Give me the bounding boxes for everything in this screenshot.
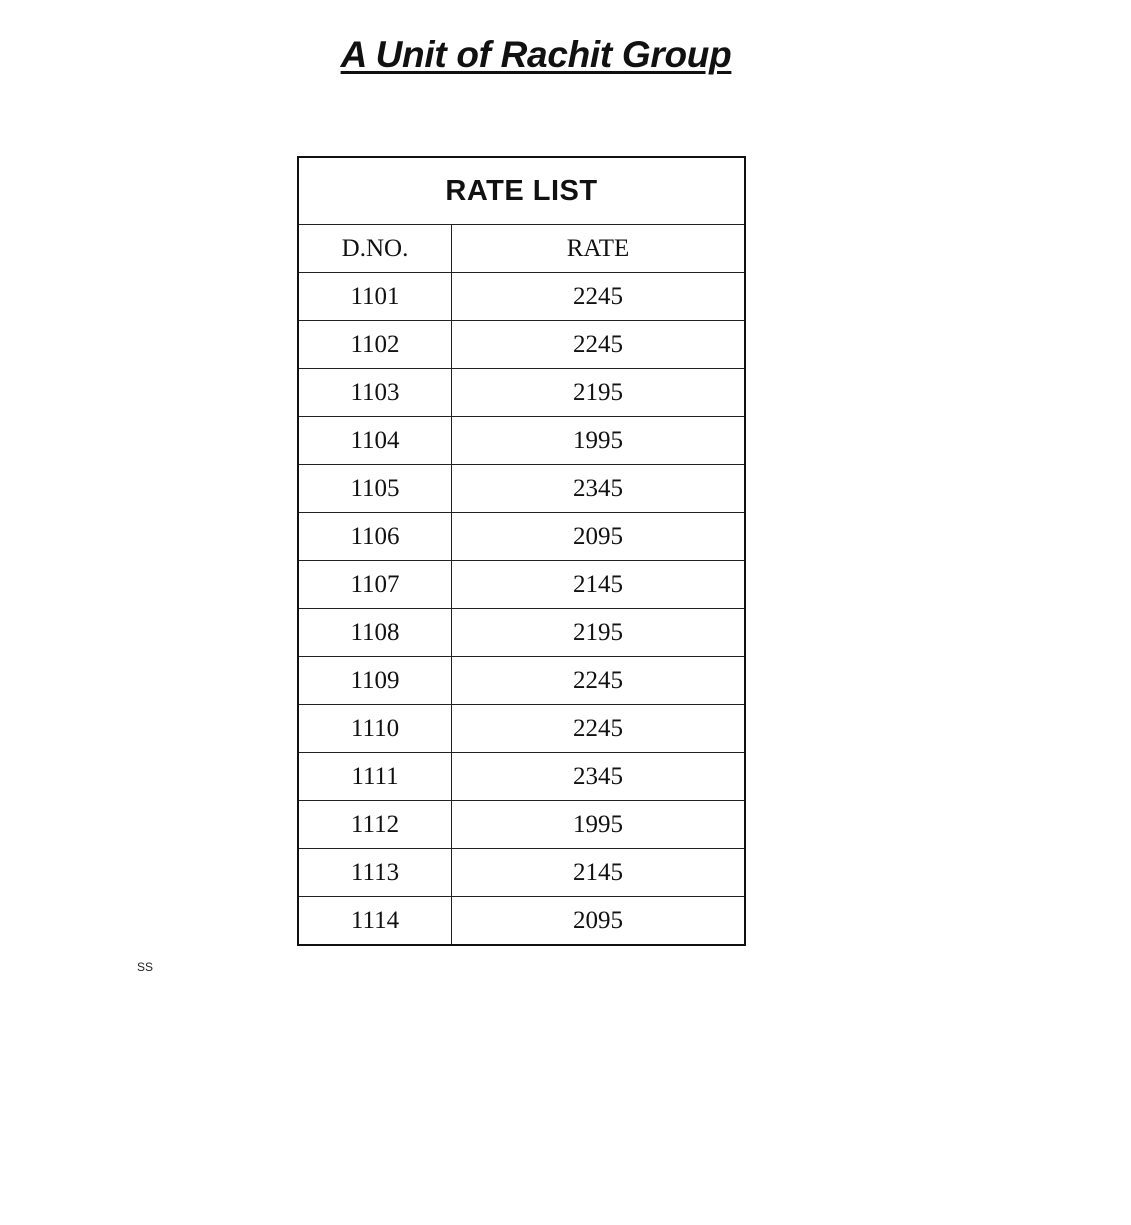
table-row (298, 657, 745, 705)
table-header-row (298, 225, 745, 273)
rate-cell: 2345 (452, 753, 746, 801)
dno-cell: 1106 (298, 513, 452, 561)
rate-cell: 2245 (452, 657, 746, 705)
dno-cell: 1105 (298, 465, 452, 513)
dno-cell: 1110 (298, 705, 452, 753)
footer-mark: SS (137, 960, 154, 974)
rate-cell: 2245 (452, 321, 746, 369)
table-row (298, 561, 745, 609)
dno-cell: 1114 (298, 897, 452, 946)
dno-cell: 1109 (298, 657, 452, 705)
rate-cell: 2245 (452, 705, 746, 753)
rate-cell: 2145 (452, 561, 746, 609)
rate-cell: 2195 (452, 609, 746, 657)
table-row (298, 897, 745, 946)
table-row (298, 705, 745, 753)
rate-cell: 2145 (452, 849, 746, 897)
rate-cell: 1995 (452, 801, 746, 849)
rate-cell: 2095 (452, 513, 746, 561)
dno-cell: 1104 (298, 417, 452, 465)
table-title-row (298, 157, 745, 225)
rate-cell: 1995 (452, 417, 746, 465)
table-row (298, 273, 745, 321)
rate-cell: 2245 (452, 273, 746, 321)
table-row (298, 465, 745, 513)
table-row (298, 849, 745, 897)
rate-cell: 2345 (452, 465, 746, 513)
dno-cell: 1112 (298, 801, 452, 849)
dno-cell: 1101 (298, 273, 452, 321)
dno-cell: 1103 (298, 369, 452, 417)
rate-cell: 2195 (452, 369, 746, 417)
table-row (298, 753, 745, 801)
table-row (298, 609, 745, 657)
dno-cell: 1102 (298, 321, 452, 369)
dno-cell: 1111 (298, 753, 452, 801)
column-header-rate: RATE (452, 225, 746, 273)
table-row (298, 321, 745, 369)
table-row (298, 801, 745, 849)
rate-list-table (297, 156, 746, 946)
table-row (298, 369, 745, 417)
dno-cell: 1113 (298, 849, 452, 897)
rate-cell: 2095 (452, 897, 746, 946)
table-row (298, 513, 745, 561)
page-heading: A Unit of Rachit Group (340, 34, 732, 75)
column-header-dno: D.NO. (298, 225, 452, 273)
table-title: RATE LIST (298, 157, 745, 225)
table-body (298, 273, 745, 946)
dno-cell: 1107 (298, 561, 452, 609)
table-row (298, 417, 745, 465)
dno-cell: 1108 (298, 609, 452, 657)
